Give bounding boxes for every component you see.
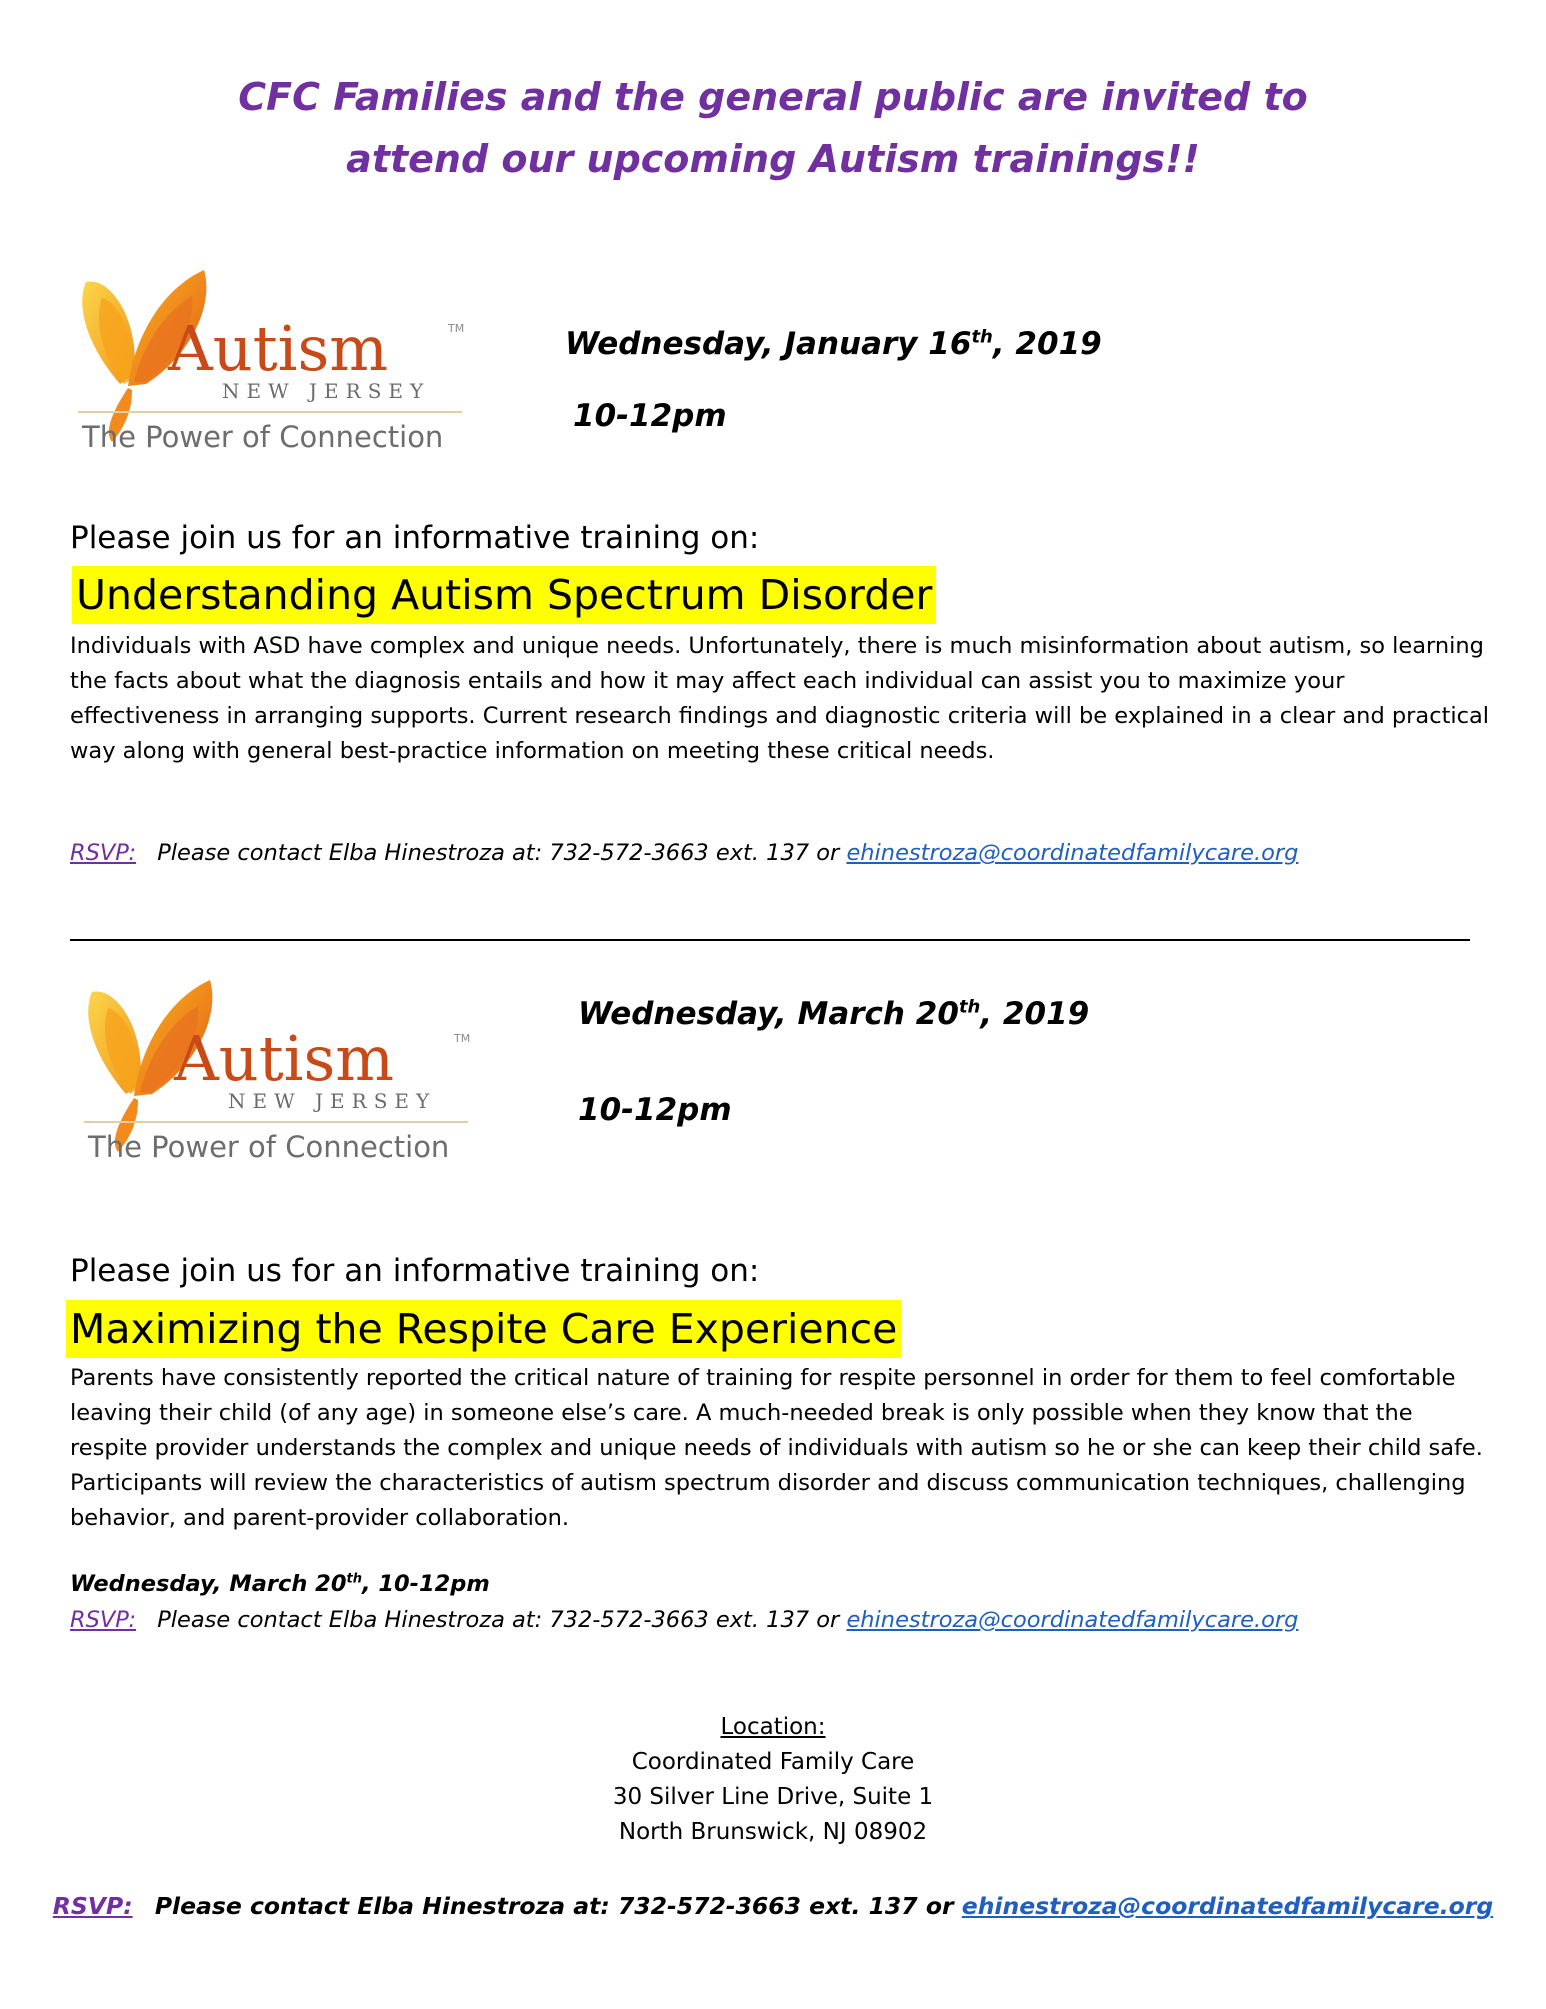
autism-nj-logo — [78, 972, 478, 1182]
event-2-title: Maximizing the Respite Care Experience — [66, 1300, 901, 1358]
event-1-intro: Please join us for an informative training on: — [70, 520, 760, 556]
event-1-time: 10-12pm — [573, 398, 727, 434]
event-2-time: 10-12pm — [578, 1092, 732, 1128]
rsvp-label: RSVP: — [70, 1607, 137, 1633]
headline-line-2: attend our upcoming Autism trainings!! — [346, 137, 1200, 181]
headline — [0, 66, 1546, 190]
rsvp-email-link[interactable]: ehinestroza@coordinatedfamilycare.org — [846, 840, 1299, 866]
event-2-rsvp — [70, 1607, 1298, 1633]
event-2-description: Parents have consistently reported the critical nature of training for respite personnel in order for them to feel comfortable leaving their child (of any age) in someone else’s care. A much-needed break is only possible when they know that the respite provider understands the complex and unique needs of individuals with autism so he or she can keep their child safe. Participants will review the characteristics of autism spectrum disorder and discuss communication techniques, challenging behavior, and parent-provider collaboration. — [70, 1365, 1483, 1531]
logo-tm: TM — [448, 322, 465, 335]
logo-tagline: The Power of Connection — [88, 1130, 450, 1164]
event-2-recap: Wednesday, March 20th, 10-12pm — [70, 1571, 490, 1597]
bottom-rsvp — [0, 1892, 1546, 1920]
rsvp-text: Please contact Elba Hinestroza at: 732-572-3663 ext. 137 or — [157, 1607, 840, 1633]
location-city: North Brunswick, NJ 08902 — [618, 1819, 928, 1845]
rsvp-label: RSVP: — [52, 1892, 133, 1920]
logo-word: Autism — [168, 312, 389, 385]
location-block — [0, 1710, 1546, 1850]
section-divider — [70, 939, 1470, 941]
logo-word: Autism — [174, 1022, 395, 1095]
event-1-title: Understanding Autism Spectrum Disorder — [72, 566, 936, 624]
rsvp-label: RSVP: — [70, 840, 137, 866]
location-label: Location: — [720, 1714, 826, 1740]
rsvp-text: Please contact Elba Hinestroza at: 732-572-3663 ext. 137 or — [157, 840, 840, 866]
rsvp-email-link[interactable]: ehinestroza@coordinatedfamilycare.org — [846, 1607, 1299, 1633]
event-1-rsvp — [70, 840, 1298, 866]
logo-region: NEW JERSEY — [222, 379, 431, 403]
event-1-date: Wednesday, January 16th, 2019 — [565, 326, 1102, 362]
logo-tm: TM — [454, 1032, 471, 1045]
event-2-intro: Please join us for an informative training on: — [70, 1253, 760, 1289]
headline-line-1: CFC Families and the general public are invited to — [238, 75, 1308, 119]
event-1-description: Individuals with ASD have complex and unique needs. Unfortunately, there is much misinformation about autism, so learning the facts about what the diagnosis entails and how it may affect each individual can assist you to maximize your effectiveness in arranging supports. Current research findings and diagnostic criteria will be explained in a clear and practical way along with general best-practice information on meeting these critical needs. — [70, 633, 1490, 764]
location-street: 30 Silver Line Drive, Suite 1 — [612, 1784, 934, 1810]
butterfly-logo-icon — [78, 972, 478, 1182]
autism-nj-logo — [72, 262, 472, 472]
butterfly-logo-icon — [72, 262, 472, 472]
rsvp-email-link[interactable]: ehinestroza@coordinatedfamilycare.org — [961, 1892, 1494, 1920]
logo-tagline: The Power of Connection — [82, 420, 444, 454]
rsvp-text: Please contact Elba Hinestroza at: 732-572-3663 ext. 137 or — [154, 1892, 954, 1920]
location-name: Coordinated Family Care — [631, 1749, 915, 1775]
logo-region: NEW JERSEY — [228, 1089, 437, 1113]
event-2-date: Wednesday, March 20th, 2019 — [578, 996, 1090, 1032]
